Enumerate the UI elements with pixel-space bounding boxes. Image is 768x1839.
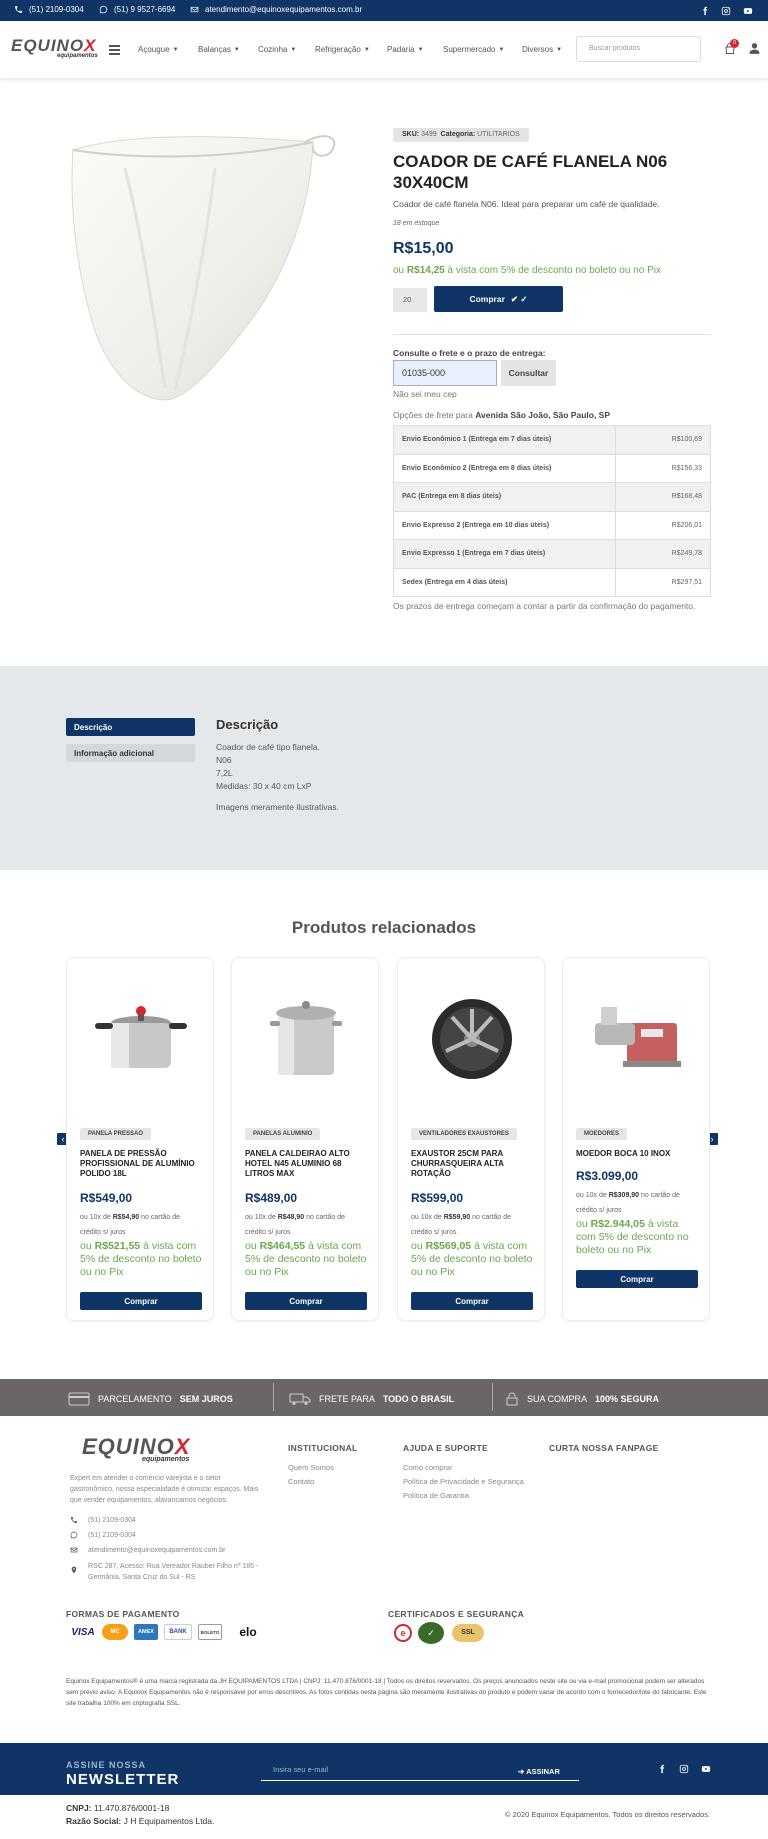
cnpj-value: 11.470.876/0001-18 [93, 1803, 170, 1813]
benefit-text-pre: PARCELAMENTO [98, 1394, 172, 1404]
buy-button[interactable]: Comprar [576, 1270, 698, 1288]
buy-button[interactable]: Comprar [411, 1292, 533, 1310]
product-price: R$15,00 [393, 240, 454, 257]
ssl-seal: SSL [452, 1624, 484, 1642]
installments-value: R$54,90 [112, 1214, 140, 1221]
benefit-text: TODO O BRASIL [382, 1394, 455, 1404]
sku-value: 3499 [421, 131, 437, 138]
topbar-whatsapp-text: (51) 9 9527-6694 [114, 5, 176, 14]
benefit-text-pre: FRETE PARA [319, 1394, 375, 1404]
footer-link[interactable]: Política de Privacidade e Segurança [403, 1477, 524, 1486]
nav-cozinha[interactable] [258, 45, 296, 54]
newsletter-subscribe-label: ASSINAR [526, 1767, 560, 1776]
phone-icon [14, 5, 23, 14]
table-row [394, 568, 711, 597]
product-price: R$3.099,00 [576, 1169, 639, 1183]
product-category-badge: MOEDORES [576, 1128, 627, 1140]
company-info [66, 1802, 214, 1828]
product-thumbnail[interactable] [587, 993, 687, 1083]
shipping-table [393, 425, 711, 597]
footer-link[interactable]: Como comprar [403, 1463, 453, 1472]
shipping-value: R$249,78 [616, 540, 711, 569]
product-card[interactable] [66, 957, 214, 1321]
topbar-email[interactable] [190, 5, 362, 14]
shipping-value: R$100,69 [616, 426, 711, 455]
installments-pre: ou 10x de [80, 1214, 111, 1221]
shipping-label: Consulte o frete e o prazo de entrega: [393, 348, 546, 358]
product-price: R$599,00 [411, 1191, 464, 1205]
product-thumbnail[interactable] [422, 993, 522, 1083]
caret-down-icon: ▼ [556, 46, 563, 53]
buy-button[interactable] [434, 286, 563, 312]
footer-col-fanpage: CURTA NOSSA FANPAGE [549, 1443, 659, 1453]
installments-pre: ou 10x de [245, 1214, 276, 1221]
description-title: Descrição [216, 717, 279, 732]
product-image[interactable] [65, 128, 345, 408]
nav-label: Refrigeração [315, 45, 361, 54]
legal-text: Equinox Equipamentos® é uma marca registrada da JH EQUIPAMENTOS LTDA | CNPJ: 11.470.876/0001-18 | Todos os direitos reservados. Os preços anunciados neste site ou via e-mail promocional podem ser alterados sem prévio aviso. A Equinox Equipamentos não é responsável por erros descritivos. As fotos contidas nesta página são meramente ilustrativas do produto e podem variar de acordo com o fornecedor/lote do fabricante. Este site trabalha 100% em criptografia SSL. [66, 1678, 707, 1707]
pix-price [411, 1240, 533, 1279]
pix-suffix: à vista com 5% de desconto no boleto ou no Pix [447, 265, 661, 276]
topbar-email-text: atendimento@equinoxequipamentos.com.br [205, 5, 363, 14]
stock-status: 18 em estoque [393, 220, 440, 227]
table-row [394, 426, 711, 455]
arrow-right-icon: ➔ [518, 1767, 525, 1776]
pix-price-value: R$14,25 [406, 265, 445, 276]
product-title: COADOR DE CAFÉ FLANELA N06 30X40CM [393, 152, 668, 192]
product-name[interactable]: EXAUSTOR 25CM PARA CHURRASQUEIRA ALTA ROTAÇÃO [411, 1149, 504, 1178]
benefit-text: SEM JUROS [179, 1394, 233, 1404]
shipping-value: R$206,01 [616, 511, 711, 540]
benefit-text: 100% SEGURA [595, 1394, 660, 1404]
payment-title: FORMAS DE PAGAMENTO [66, 1609, 180, 1619]
footer-phone[interactable]: (51) 2109-0304 [88, 1517, 136, 1524]
youtube-icon[interactable] [700, 1763, 711, 1774]
benefit-installments [68, 1392, 233, 1406]
installments-value: R$59,90 [443, 1214, 471, 1221]
tab-additional-info[interactable]: Informação adicional [66, 744, 195, 762]
nav-label: Padaria [387, 45, 415, 54]
facebook-icon[interactable] [699, 5, 710, 16]
related-title: Produtos relacionados [291, 918, 477, 937]
ebit-logo: e [394, 1624, 412, 1642]
shipping-value: R$156,33 [616, 454, 711, 483]
envelope-icon [70, 1546, 78, 1554]
lock-icon [505, 1392, 519, 1406]
newsletter-bar [0, 1743, 768, 1795]
installments [245, 1210, 367, 1240]
footer-col-ajuda: AJUDA E SUPORTE [403, 1443, 488, 1453]
instagram-icon[interactable] [678, 1763, 689, 1774]
benefit-secure [505, 1392, 659, 1406]
pix-prefix: ou [80, 1240, 92, 1252]
table-row [394, 540, 711, 569]
installments-post: no cartão de crédito s/ juros [80, 1214, 181, 1236]
tab-description[interactable]: Descrição [66, 718, 195, 736]
installments-value: R$48,90 [277, 1214, 305, 1221]
category-label: Categoria: [440, 131, 476, 138]
pix-price [80, 1240, 202, 1279]
pix-price-value: R$521,55 [94, 1240, 141, 1252]
youtube-icon[interactable] [742, 5, 753, 16]
pix-suffix: à vista com 5% de desconto no boleto ou no Pix [80, 1240, 202, 1278]
user-icon[interactable] [748, 42, 760, 56]
cep-input[interactable]: 01035-000 [393, 360, 497, 386]
cnpj-label: CNPJ: [66, 1803, 92, 1813]
pix-prefix: ou [393, 265, 405, 276]
shipping-options-prefix: Opções de frete para [393, 410, 473, 420]
product-card[interactable] [397, 957, 545, 1321]
caret-down-icon: ▼ [172, 46, 179, 53]
map-pin-icon [70, 1566, 78, 1574]
elo-logo: elo [239, 1625, 257, 1639]
sku-badge [393, 128, 529, 142]
newsletter-email-input[interactable]: Insira seu e-mail [261, 1763, 579, 1781]
carousel-prev-icon[interactable]: ‹ [57, 1133, 69, 1145]
caret-down-icon: ▼ [363, 46, 370, 53]
whatsapp-icon [70, 1531, 78, 1539]
shipping-name: Envio Expresso 1 (Entrega em 7 dias úteis) [394, 540, 616, 569]
logo-text: EQUINOX [82, 1434, 191, 1459]
search-input[interactable]: Buscar produtos [576, 36, 701, 62]
installments [411, 1210, 533, 1240]
shipping-name: Envio Econômico 2 (Entrega em 8 dias úteis) [394, 454, 616, 483]
nav-label: Cozinha [258, 45, 288, 54]
header [0, 21, 768, 78]
newsletter-top: ASSINE NOSSA [66, 1760, 147, 1770]
installments-pre: ou 10x de [576, 1192, 607, 1199]
footer-link[interactable]: Contato [288, 1477, 315, 1486]
table-row [394, 511, 711, 540]
product-name[interactable]: PANELA CALDEIRAO ALTO HOTEL N45 ALUMINIO 68 LITROS MAX [245, 1149, 350, 1178]
instagram-icon[interactable] [720, 5, 731, 16]
benefit-text-pre: SUA COMPRA [527, 1394, 588, 1404]
phone-icon [70, 1516, 78, 1524]
installments [80, 1210, 202, 1240]
topbar-whatsapp[interactable] [99, 5, 175, 14]
top-bar [0, 0, 768, 21]
shipping-name: PAC (Entrega em 8 dias úteis) [394, 483, 616, 512]
product-category-badge: PANELA PRESSAO [80, 1128, 151, 1140]
product-thumbnail[interactable] [91, 993, 191, 1083]
pix-price [576, 1218, 698, 1257]
pix-price-value: R$2.944,05 [590, 1218, 645, 1230]
pix-prefix: ou [576, 1218, 588, 1230]
description-line: N06 [216, 755, 232, 765]
amex-logo: AMEX [134, 1624, 158, 1640]
product-card[interactable] [562, 957, 710, 1321]
sku-label: SKU: [402, 131, 420, 138]
description-line: Coador de café tipo flanela. [216, 742, 320, 752]
product-category-badge: VENTILADORES EXAUSTORES [411, 1128, 517, 1140]
pix-price-value: R$464,55 [259, 1240, 306, 1252]
shipping-name: Envio Expresso 2 (Entrega em 10 dias úteis) [394, 511, 616, 540]
shipping-address: Avenida São João, São Paulo, SP [475, 410, 611, 420]
product-price: R$549,00 [80, 1191, 133, 1205]
carousel-next-icon[interactable]: › [706, 1133, 718, 1145]
shipping-name: Envio Econômico 1 (Entrega em 7 dias úteis) [394, 426, 616, 455]
footer-about: Expert em atender o comércio varejista e o setor gastronômico, nossa especialidade é otimizar espaços. Mais que vender equipamentos, alavancamos negócios. [70, 1475, 259, 1504]
benefits-bar [0, 1379, 768, 1416]
mastercard-logo: MC [102, 1624, 128, 1640]
pix-price-value: R$569,05 [425, 1240, 472, 1252]
divider [393, 334, 711, 335]
caret-down-icon: ▼ [290, 46, 297, 53]
envelope-icon [190, 5, 199, 14]
nav-acougue[interactable] [138, 45, 179, 54]
footer-link[interactable]: Quem Somos [288, 1463, 334, 1472]
installments-post: no cartão de crédito s/ juros [245, 1214, 346, 1236]
whatsapp-icon [99, 5, 108, 14]
certificates-title: CERTIFICADOS E SEGURANÇA [388, 1609, 525, 1619]
shipping-options-heading [393, 410, 610, 420]
cart-icon[interactable] [724, 40, 736, 55]
footer-address: RSC 287, Acesso: Rua Vereador Rauber Filho nº 185 - Germânia, Santa Cruz do Sul - RS [88, 1563, 259, 1581]
logo-subtext: equipamentos [57, 53, 98, 59]
nav-diversos[interactable] [522, 45, 562, 54]
installments-value: R$309,90 [608, 1192, 640, 1199]
product-name[interactable]: PANELA DE PRESSÃO PROFISSIONAL DE ALUMÍNIO POLIDO 18L [80, 1149, 195, 1178]
nav-supermercado[interactable] [443, 45, 504, 54]
no-cep-link[interactable]: Não sei meu cep [393, 389, 457, 399]
cart-check-icon: ✔ ✓ [510, 293, 528, 304]
description-line: 7,2L [216, 768, 233, 778]
product-short-description: Coador de café flanela N06. Ideal para preparar um café de qualidade. [393, 199, 660, 209]
shipping-name: Sedex (Entrega em 4 dias úteis) [394, 568, 616, 597]
google-safe-logo: ✓ [418, 1622, 444, 1644]
hamburger-icon[interactable] [109, 45, 120, 55]
cart-count-badge: 0 [730, 39, 739, 48]
product-card[interactable] [231, 957, 379, 1321]
quantity-input[interactable]: 20 [393, 288, 427, 312]
pix-prefix: ou [411, 1240, 423, 1252]
caret-down-icon: ▼ [417, 46, 424, 53]
buy-button[interactable]: Comprar [245, 1292, 367, 1310]
nav-padaria[interactable] [387, 45, 424, 54]
bank-transfer-logo: BANK [164, 1624, 192, 1640]
caret-down-icon: ▼ [233, 46, 240, 53]
pix-suffix: à vista com 5% de desconto no boleto ou no Pix [411, 1240, 533, 1278]
footer-logo[interactable] [82, 1434, 191, 1463]
divider [492, 1383, 493, 1411]
shipping-value: R$297,51 [616, 568, 711, 597]
pix-suffix: à vista com 5% de desconto no boleto ou no Pix [576, 1218, 689, 1256]
product-category-badge: PANELAS ALUMINIO [245, 1128, 320, 1140]
installments-post: no cartão de crédito s/ juros [411, 1214, 512, 1236]
logo[interactable] [11, 36, 98, 59]
newsletter-title: NEWSLETTER [66, 1771, 180, 1788]
truck-icon [289, 1392, 311, 1406]
pix-prefix: ou [245, 1240, 257, 1252]
buy-button-label: Comprar [469, 294, 505, 304]
facebook-icon[interactable] [656, 1763, 667, 1774]
product-thumbnail[interactable] [256, 993, 356, 1083]
installments [576, 1188, 698, 1218]
nav-label: Supermercado [443, 45, 496, 54]
logo-subtext: equipamentos [142, 1456, 190, 1463]
boleto-logo: BOLETO [198, 1624, 222, 1640]
pix-price [393, 265, 661, 276]
shipping-value: R$168,48 [616, 483, 711, 512]
shipping-note: Os prazos de entrega começam a contar a partir da confirmação do pagamento. [393, 601, 696, 611]
razao-value: J H Equipamentos Ltda. [123, 1816, 215, 1826]
visa-logo: VISA [71, 1626, 95, 1638]
nav-balancas[interactable] [198, 45, 240, 54]
divider [273, 1383, 274, 1411]
consult-button[interactable]: Consultar [501, 360, 556, 386]
table-row [394, 454, 711, 483]
installments-post: no cartão de crédito s/ juros [576, 1192, 680, 1214]
newsletter-subscribe-button[interactable] [518, 1767, 560, 1776]
nav-label: Balanças [198, 45, 231, 54]
category-link[interactable]: UTILITARIOS [477, 131, 520, 138]
razao-label: Razão Social: [66, 1816, 122, 1826]
pix-price [245, 1240, 367, 1279]
benefit-shipping [289, 1392, 454, 1406]
buy-button[interactable]: Comprar [80, 1292, 202, 1310]
caret-down-icon: ▼ [498, 46, 505, 53]
logo-text: EQUINOX [11, 36, 97, 55]
table-row [394, 483, 711, 512]
footer-link[interactable]: Política de Garantia [403, 1491, 469, 1500]
installments-pre: ou 10x de [411, 1214, 442, 1221]
description-section [0, 666, 768, 870]
nav-label: Açougue [138, 45, 170, 54]
topbar-phone-text: (51) 2109-0304 [29, 5, 84, 14]
copyright: © 2020 Equinox Equipamentos. Todos os direitos reservados. [505, 1810, 711, 1819]
topbar-phone[interactable] [14, 5, 84, 14]
product-price: R$489,00 [245, 1191, 298, 1205]
description-line: Medidas: 30 x 40 cm LxP [216, 781, 312, 791]
credit-card-icon [68, 1392, 90, 1406]
nav-label: Diversos [522, 45, 554, 54]
footer-email[interactable]: atendimento@equinoxequipamentos.com.br [88, 1547, 226, 1554]
footer-whatsapp[interactable]: (51) 2109-0304 [88, 1532, 136, 1539]
product-name[interactable]: MOEDOR BOCA 10 INOX [576, 1149, 671, 1158]
description-line: Imagens meramente ilustrativas. [216, 802, 339, 812]
footer-col-institucional: INSTITUCIONAL [288, 1443, 358, 1453]
nav-refrigeracao[interactable] [315, 45, 370, 54]
pix-suffix: à vista com 5% de desconto no boleto ou no Pix [245, 1240, 367, 1278]
